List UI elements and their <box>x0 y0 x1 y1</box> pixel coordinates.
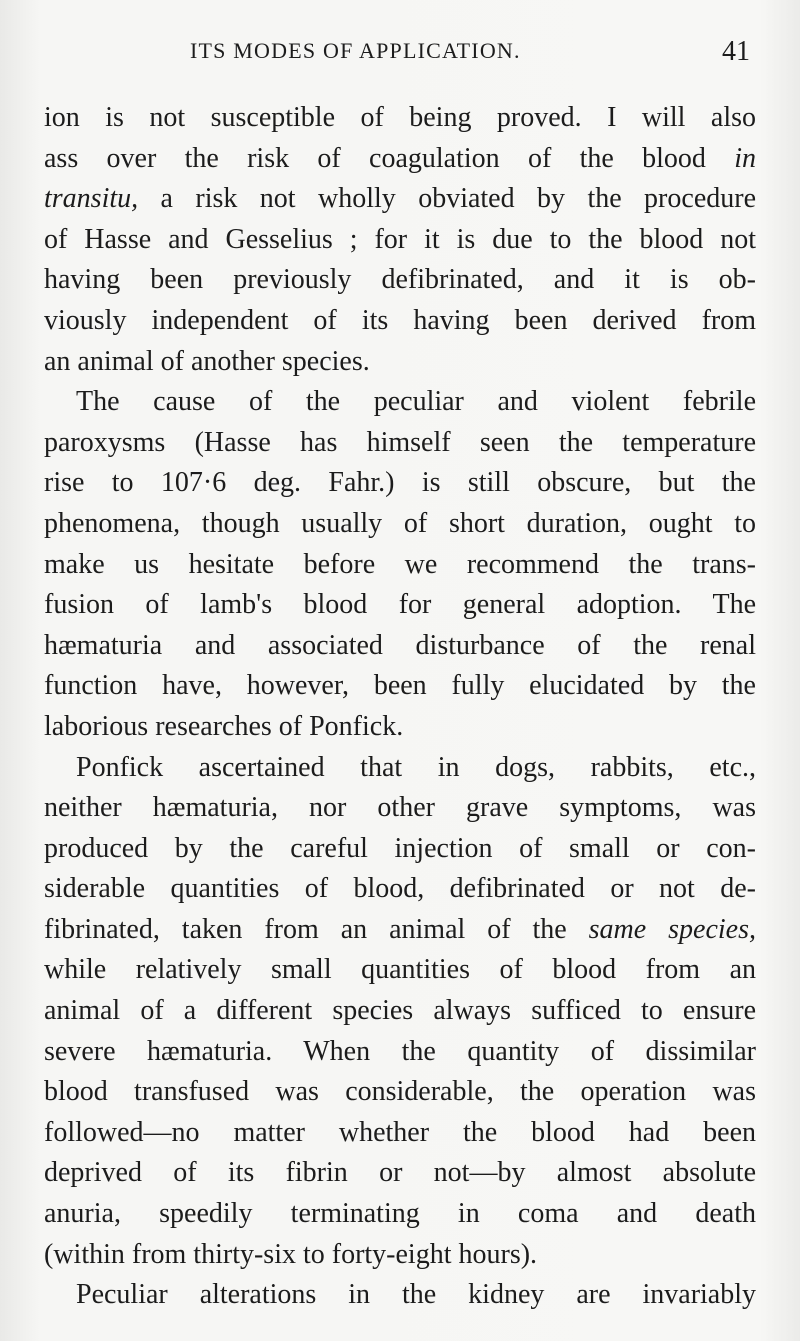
text-line: hæmaturia and associated disturbance of the renal <box>44 629 756 661</box>
text-line: ass over the risk of coagulation of the blood in <box>44 142 756 174</box>
text-line: deprived of its fibrin or not—by almost absolute <box>44 1157 756 1189</box>
running-head-title: ITS MODES OF APPLICATION. <box>190 38 521 63</box>
text-line: paroxysms (Hasse has himself seen the temperature <box>44 426 756 458</box>
text-line: followed—no matter whether the blood had been <box>44 1116 756 1148</box>
text-line: blood transfused was considerable, the operation was <box>44 1076 756 1108</box>
text-line: ion is not susceptible of being proved. I will also <box>44 102 756 133</box>
text-line: of Hasse and Gesselius ; for it is due to the blood not <box>44 223 756 255</box>
text-line: transitu, a risk not wholly obviated by the procedure <box>44 183 756 215</box>
text-line: neither hæmaturia, nor other grave symptoms, was <box>44 792 756 824</box>
text-line: fusion of lamb's blood for general adoption. The <box>44 589 756 621</box>
paragraph-start-line: Peculiar alterations in the kidney are invariably <box>76 1279 756 1311</box>
text-line: having been previously defibrinated, and it is ob- <box>44 264 756 296</box>
text-line: animal of a different species always sufficed to ensure <box>44 995 756 1027</box>
text-line: rise to 107·6 deg. Fahr.) is still obscure, but the <box>44 467 756 499</box>
text-line: while relatively small quantities of blood from an <box>44 954 756 986</box>
text-line: produced by the careful injection of small or con- <box>44 832 756 864</box>
body-text <box>44 98 756 1316</box>
text-line: severe hæmaturia. When the quantity of dissimilar <box>44 1035 756 1067</box>
text-line: viously independent of its having been derived from <box>44 304 756 336</box>
paragraph-end-line: an animal of another species. <box>44 345 370 377</box>
text-line: make us hesitate before we recommend the trans- <box>44 548 756 580</box>
text-line: phenomena, though usually of short duration, ought to <box>44 507 756 539</box>
text-line: function have, however, been fully elucidated by the <box>44 670 756 702</box>
text-line: siderable quantities of blood, defibrinated or not de- <box>44 873 756 905</box>
text-line: anuria, speedily terminating in coma and death <box>44 1198 756 1230</box>
paragraph-end-line: laborious researches of Ponfick. <box>44 710 404 742</box>
paragraph-start-line: Ponfick ascertained that in dogs, rabbits, etc., <box>76 751 756 783</box>
paragraph-end-line: (within from thirty-six to forty-eight hours). <box>44 1238 538 1270</box>
paragraph-start-line: The cause of the peculiar and violent febrile <box>76 386 756 418</box>
running-head <box>0 36 800 76</box>
page-number: 41 <box>722 36 750 67</box>
text-line: fibrinated, taken from an animal of the same species, <box>44 913 756 945</box>
